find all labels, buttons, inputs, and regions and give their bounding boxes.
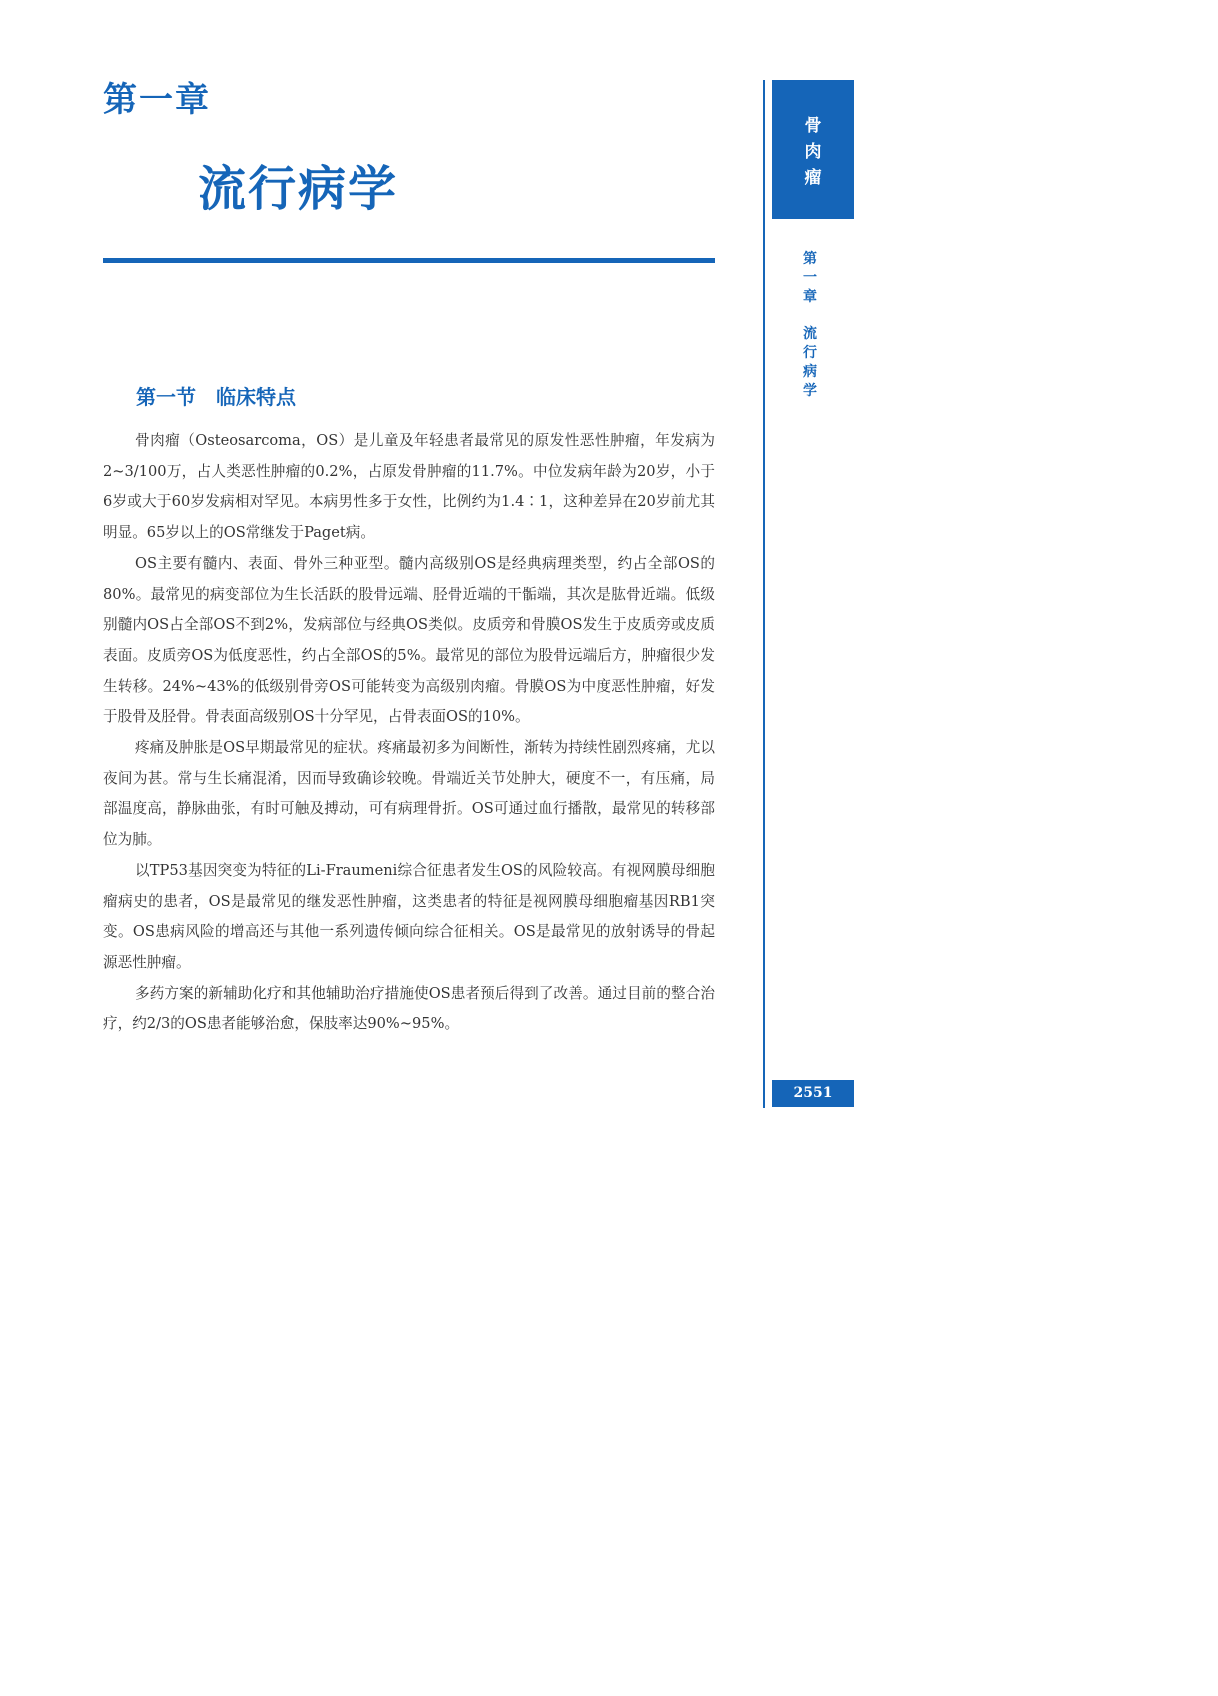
paragraph-1: 骨肉瘤（Osteosarcoma，OS）是儿童及年轻患者最常见的原发性恶性肿瘤，年发病为2~3/100万，占人类恶性肿瘤的0.2%，占原发骨肿瘤的11.7%。中位发病年龄为20岁，小于6岁或大于60岁发病相对罕见。本病男性多于女性，比例约为1.4∶1，这种差异在20岁前尤其明显。65岁以上的OS常继发于Paget病。 (103, 432, 715, 542)
section-heading: 第一节 临床特点 (136, 385, 296, 409)
chapter-title: 流行病学 (198, 161, 399, 217)
paragraph-2: OS主要有髓内、表面、骨外三种亚型。髓内高级别OS是经典病理类型，约占全部OS的80%。最常见的病变部位为生长活跃的股骨远端、胫骨近端的干骺端，其次是肱骨近端。低级别髓内OS占全部OS不到2%，发病部位与经典OS类似。皮质旁和骨膜OS发生于皮质旁或皮质表面。皮质旁OS为低度恶性，约占全部OS的5%。最常见的部位为股骨远端后方，肿瘤很少发生转移。24%~43%的低级别骨旁OS可能转变为高级别肉瘤。骨膜OS为中度恶性肿瘤，好发于股骨及胫骨。骨表面高级别OS十分罕见，占骨表面OS的10%。 (103, 554, 715, 726)
page-number: 2551 (772, 1080, 854, 1107)
book-title-char: 瘤 (804, 168, 822, 188)
chapter-label: 第一章 (103, 80, 211, 120)
paragraph-5: 多药方案的新辅助化疗和其他辅助治疗措施使OS患者预后得到了改善。通过目前的整合治疗，约2/3的OS患者能够治愈，保肢率达90%~95%。 (103, 984, 715, 1033)
body-text (103, 426, 715, 1040)
chapter-title-char: 流 (803, 326, 817, 342)
chapter-title-char: 学 (803, 383, 817, 399)
paragraph-3: 疼痛及肿胀是OS早期最常见的症状。疼痛最初多为间断性，渐转为持续性剧烈疼痛，尤以夜间为甚。常与生长痛混淆，因而导致确诊较晚。骨端近关节处肿大，硬度不一，有压痛，局部温度高，静脉曲张，有时可触及搏动，可有病理骨折。OS可通过血行播散，最常见的转移部位为肺。 (103, 739, 715, 849)
chapter-char: 第 (803, 251, 817, 267)
book-title-char: 骨 (804, 116, 822, 136)
chapter-title-char: 行 (803, 345, 817, 361)
chapter-char: 章 (803, 289, 817, 305)
sidebar-rule (763, 80, 765, 1108)
title-rule (103, 258, 715, 263)
book-title-char: 肉 (804, 142, 822, 162)
chapter-char: 一 (803, 270, 817, 286)
sidebar-chapter-title (798, 250, 822, 401)
paragraph-4: 以TP53基因突变为特征的Li-Fraumeni综合征患者发生OS的风险较高。有视网膜母细胞瘤病史的患者，OS是最常见的继发恶性肿瘤，这类患者的特征是视网膜母细胞瘤基因RB1突变。OS患病风险的增高还与其他一系列遗传倾向综合征相关。OS是最常见的放射诱导的骨起源恶性肿瘤。 (103, 861, 715, 971)
chapter-title-char: 病 (803, 364, 817, 380)
sidebar-book-title (772, 80, 854, 219)
